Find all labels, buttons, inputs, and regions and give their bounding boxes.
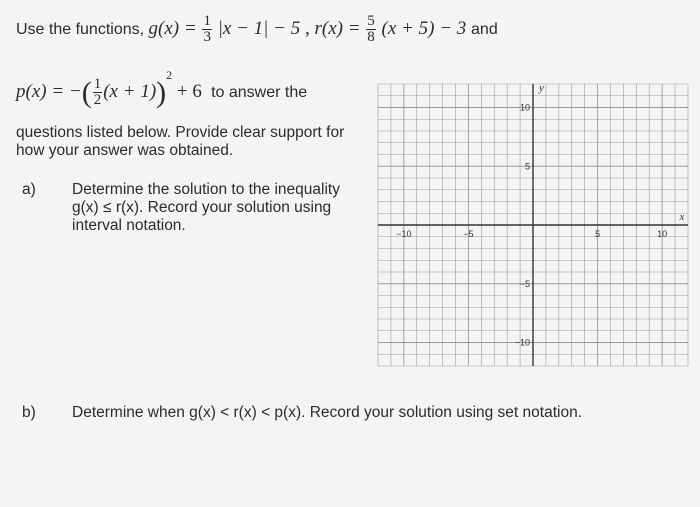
x-tick-label: 10 <box>657 229 668 239</box>
y-tick-label: 5 <box>524 161 530 172</box>
x-tick-label: −5 <box>463 229 474 239</box>
x-tick-label: 5 <box>595 229 601 239</box>
part-a-line-2: g(x) ≤ r(x). Record your solution using <box>72 199 332 216</box>
part-b-text: Determine when g(x) < r(x) < p(x). Record your solution using set notation. <box>72 404 583 421</box>
part-b-label: b) <box>22 404 36 421</box>
part-a-text <box>72 181 340 235</box>
y-tick-label: 10 <box>519 102 530 113</box>
p-numerator: 1 <box>93 76 102 93</box>
p-lhs: p(x) = − <box>16 81 82 102</box>
g-function <box>148 13 315 46</box>
p-exponent: 2 <box>166 68 173 82</box>
p-fraction <box>93 77 103 108</box>
part-a-line-1: Determine the solution to the inequality <box>72 181 340 198</box>
r-denominator: 8 <box>367 29 375 46</box>
y-tick-label: −5 <box>519 278 530 289</box>
part-a-label: a) <box>22 181 36 198</box>
functions-intro <box>16 12 576 47</box>
p-line-suffix: to answer the <box>211 84 308 101</box>
part-a-line-3: interval notation. <box>72 217 186 234</box>
p-function-line <box>16 68 307 110</box>
r-lhs: r(x) = <box>314 18 361 39</box>
g-fraction <box>202 14 212 45</box>
y-tick-label: −10 <box>514 337 530 348</box>
x-tick-label: −10 <box>396 229 412 239</box>
intro-prefix: Use the functions, <box>16 21 145 38</box>
p-function: p(x) = −( $\frac{1}{2}$ (x + 1))$^2$ + 6 <box>16 68 202 109</box>
p-inner: (x + 1) <box>103 81 157 102</box>
r-fraction <box>366 14 376 45</box>
g-numerator: 1 <box>203 13 211 30</box>
x-axis-label: x <box>679 211 685 223</box>
r-function <box>314 13 471 46</box>
g-rhs: |x − 1| − 5 , <box>217 18 310 39</box>
instructions-text: questions listed below. Provide clear support for how your answer was obtained. <box>16 124 345 159</box>
y-axis-label: y <box>539 82 544 94</box>
g-denominator: 3 <box>203 29 211 46</box>
coordinate-grid <box>376 82 690 368</box>
g-lhs: g(x) = <box>148 18 197 39</box>
p-tail: + 6 <box>176 81 202 102</box>
p-denominator: 2 <box>93 92 102 109</box>
r-rhs: (x + 5) − 3 <box>381 18 467 39</box>
r-numerator: 5 <box>367 13 375 30</box>
intro-and: and <box>471 21 498 38</box>
